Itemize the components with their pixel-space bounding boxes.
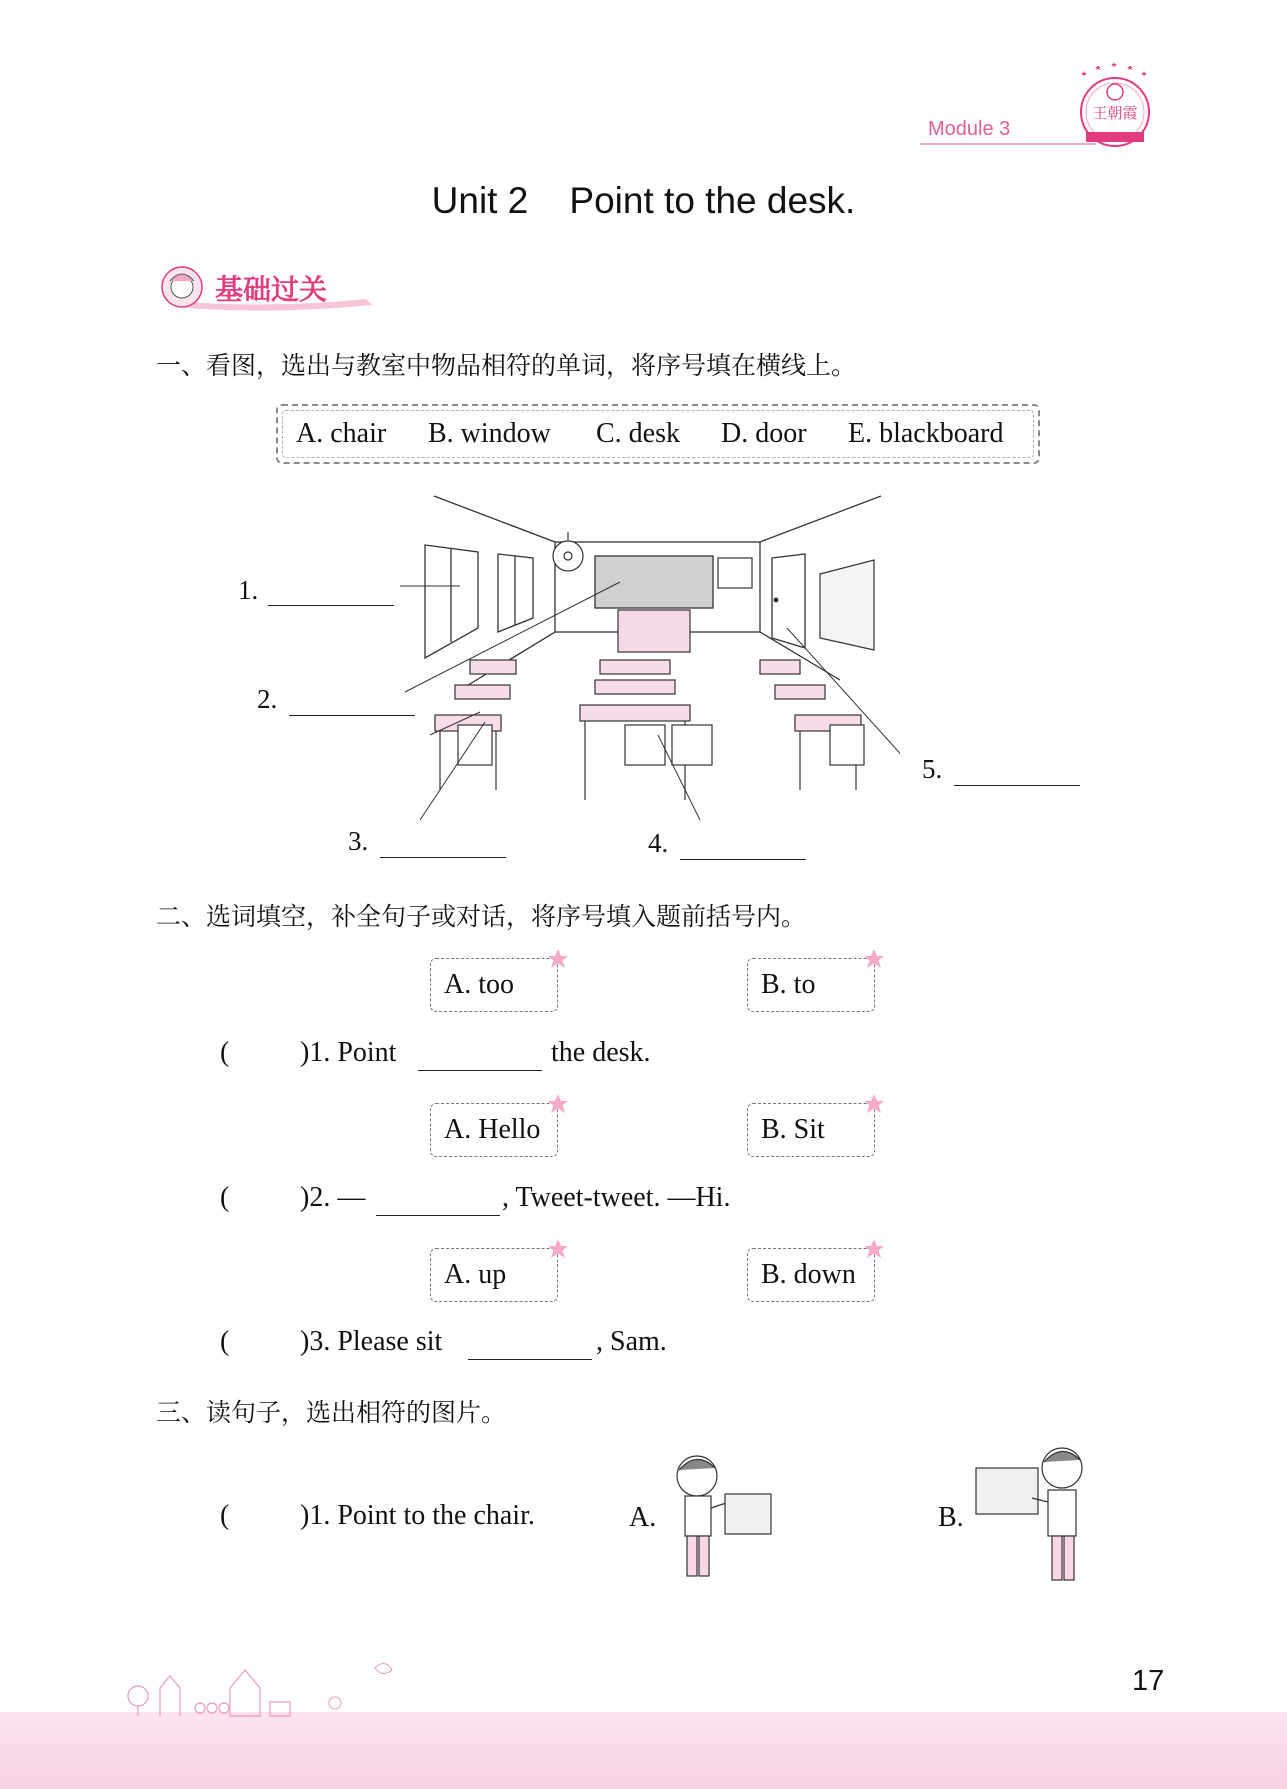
desks-shape: [435, 660, 861, 731]
blank-label-5: 5.: [922, 754, 943, 784]
publisher-logo: [1072, 60, 1158, 156]
word-option-d: D. door: [721, 418, 807, 449]
blank-label-1: 1.: [238, 575, 259, 605]
star-icon: [547, 1093, 569, 1115]
footer-band: [0, 1712, 1287, 1789]
section-3-title: 三、读句子，选出相符的图片。: [156, 1398, 507, 1427]
q2-suffix: , Tweet-tweet. —Hi.: [502, 1182, 731, 1213]
blank-label-4: 4.: [648, 828, 669, 858]
q3-option-b: B. down: [747, 1248, 875, 1302]
page-number: 17: [1132, 1665, 1165, 1697]
module-rule: [920, 143, 1096, 145]
q2-option-a: A. Hello: [430, 1103, 558, 1157]
answer-blank-5[interactable]: [954, 785, 1080, 786]
q1-option-a: A. too: [430, 958, 558, 1012]
s3-option-a-label[interactable]: A.: [629, 1502, 657, 1533]
q1-suffix: the desk.: [551, 1037, 651, 1068]
word-option-e: E. blackboard: [848, 418, 1004, 449]
q3-prefix: )3. Please sit: [300, 1326, 443, 1357]
word-option-b: B. window: [428, 418, 551, 449]
answer-blank-4[interactable]: [680, 859, 806, 860]
word-option-a: A. chair: [296, 418, 387, 449]
fan-shape: [553, 532, 583, 571]
window-shape: [425, 545, 533, 658]
s3-option-b-label[interactable]: B.: [938, 1502, 964, 1533]
wall-picture-shape: [820, 560, 874, 650]
podium-shape: [618, 610, 690, 652]
star-icon: [547, 1238, 569, 1260]
door-shape: [772, 554, 805, 648]
blank-label-3: 3.: [348, 826, 369, 856]
q1-blank[interactable]: [418, 1070, 542, 1071]
page-title: Unit 2 Point to the desk.: [431, 180, 856, 221]
q3-answer-paren[interactable]: (: [220, 1326, 230, 1357]
logo-text: 王朝霞: [1092, 104, 1138, 122]
star-icon: [547, 948, 569, 970]
boy-holding-desk-image[interactable]: [972, 1440, 1092, 1590]
q2-option-b: B. Sit: [747, 1103, 875, 1157]
q3-suffix: , Sam.: [596, 1326, 667, 1357]
blank-label-2: 2.: [257, 684, 278, 714]
star-icon: [863, 1093, 885, 1115]
q1-answer-paren[interactable]: (: [220, 1037, 230, 1068]
star-icon: [863, 1238, 885, 1260]
classroom-illustration: [400, 490, 900, 830]
answer-blank-1[interactable]: [268, 605, 394, 606]
answer-blank-2[interactable]: [289, 715, 415, 716]
section-2-title: 二、选词填空，补全句子或对话，将序号填入题前括号内。: [156, 902, 807, 931]
q1-option-b: B. to: [747, 958, 875, 1012]
q1-prefix: )1. Point: [300, 1037, 397, 1068]
q3-blank[interactable]: [468, 1359, 592, 1360]
module-label: Module 3: [928, 118, 1011, 140]
word-option-c: C. desk: [596, 418, 680, 449]
footer-decoration: [120, 1648, 400, 1718]
q2-answer-paren[interactable]: (: [220, 1182, 230, 1213]
q3-option-a: A. up: [430, 1248, 558, 1302]
section-badge-label: 基础过关: [215, 273, 328, 306]
s3-q1-answer-paren[interactable]: (: [220, 1500, 230, 1531]
q2-prefix: )2. —: [300, 1182, 366, 1213]
answer-blank-3[interactable]: [380, 857, 506, 858]
s3-q1-text: )1. Point to the chair.: [300, 1500, 535, 1531]
q2-blank[interactable]: [376, 1215, 500, 1216]
boy-pointing-chair-image[interactable]: [665, 1448, 780, 1588]
star-icon: [863, 948, 885, 970]
section-1-title: 一、看图，选出与教室中物品相符的单词，将序号填在横线上。: [156, 351, 857, 380]
blackboard-shape: [595, 556, 713, 608]
